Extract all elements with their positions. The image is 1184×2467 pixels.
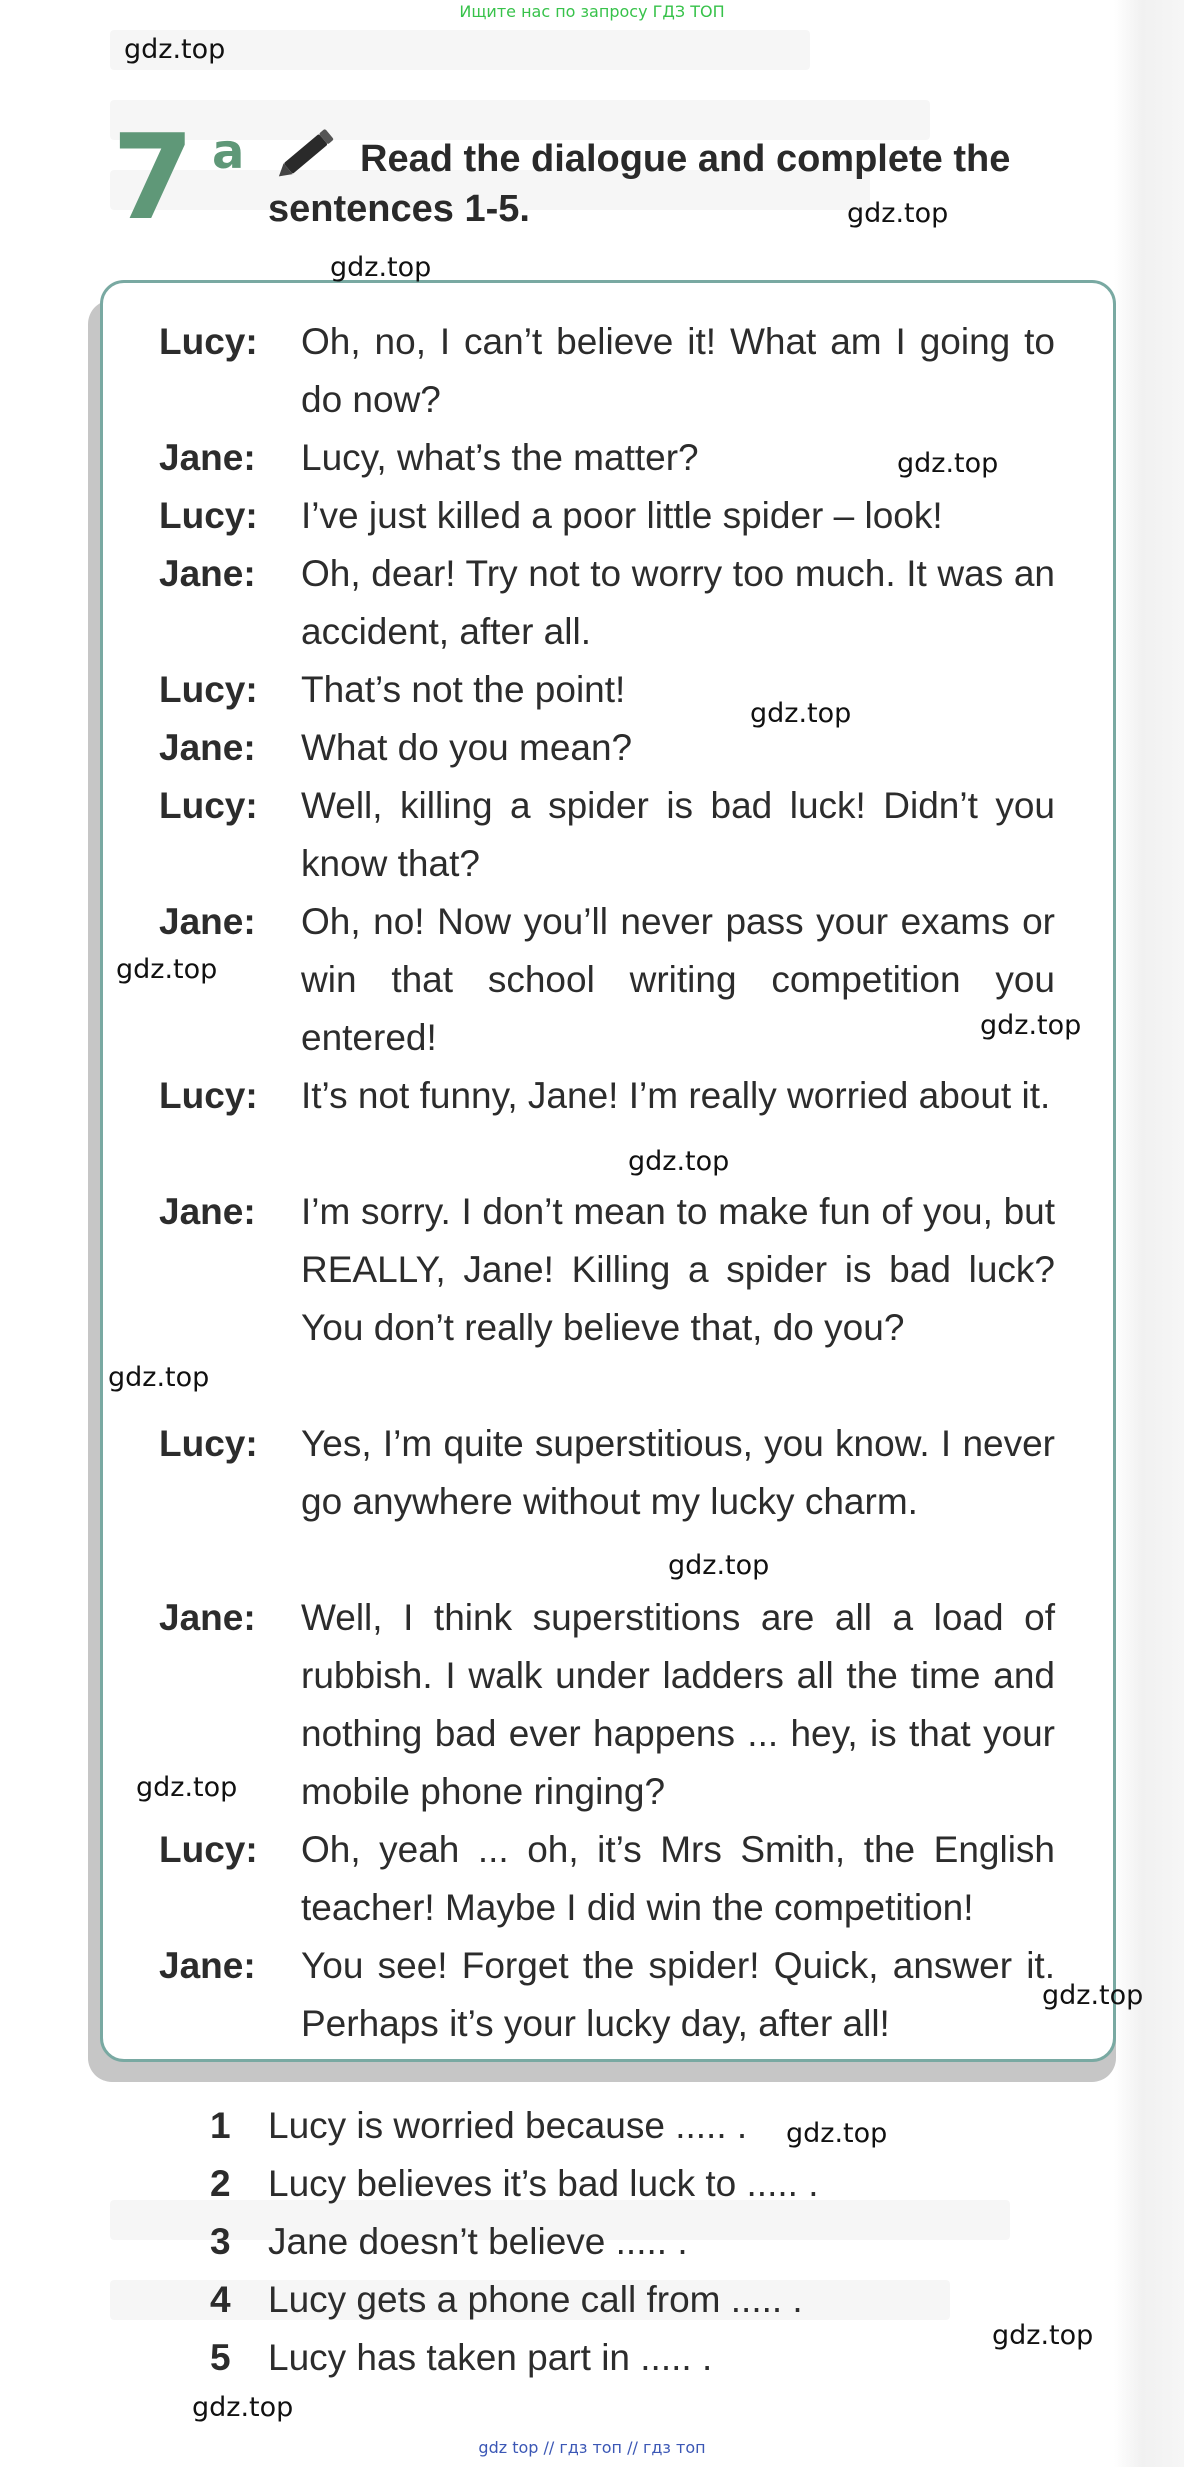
speaker-name: Lucy: xyxy=(159,321,258,362)
instruction-line-1: Read the dialogue and complete the xyxy=(360,138,1011,180)
watermark: gdz.top xyxy=(116,954,218,985)
list-item xyxy=(210,2272,803,2328)
speech-text: Lucy, what’s the matter? xyxy=(301,437,699,478)
watermark: gdz.top xyxy=(628,1146,730,1177)
question-number: 1 xyxy=(210,2105,231,2146)
speech-text: It’s not funny, Jane! I’m really worried about it. xyxy=(301,1075,1051,1116)
speech-text: You see! Forget the spider! Quick, answer it. Perhaps it’s your lucky day, after all! xyxy=(301,1945,1055,2044)
watermark: gdz.top xyxy=(1042,1980,1144,2011)
speaker-name: Jane: xyxy=(159,901,256,942)
speech-text: Well, killing a spider is bad luck! Didn’t you know that? xyxy=(301,785,1055,884)
question-number: 3 xyxy=(210,2221,231,2262)
speech-text: Oh, no! Now you’ll never pass your exams or win that school writing competition you entered! xyxy=(301,901,1055,1058)
speaker-name: Lucy: xyxy=(159,669,258,710)
watermark: gdz.top xyxy=(136,1772,238,1803)
speaker-name: Jane: xyxy=(159,1945,256,1986)
dialogue-box xyxy=(100,280,1116,2062)
watermark: gdz.top xyxy=(668,1550,770,1581)
speaker-name: Lucy: xyxy=(159,1829,258,1870)
speaker-name: Jane: xyxy=(159,553,256,594)
question-text: Lucy is worried because ..... . xyxy=(268,2105,748,2146)
speech-text: Yes, I’m quite superstitious, you know. I never go anywhere without my lucky charm. xyxy=(301,1423,1055,1522)
watermark: gdz.top xyxy=(786,2118,888,2149)
watermark: gdz.top xyxy=(992,2320,1094,2351)
question-text: Lucy gets a phone call from ..... . xyxy=(268,2279,803,2320)
speech-text: What do you mean? xyxy=(301,727,633,768)
speaker-name: Lucy: xyxy=(159,785,258,826)
speech-text: Oh, no, I can’t believe it! What am I going to do now? xyxy=(301,321,1055,420)
watermark: gdz.top xyxy=(192,2392,294,2423)
speech-text: Well, I think superstitions are all a load of rubbish. I walk under ladders all the time and nothing bad ever happens ... hey, is that your mobile phone ringing? xyxy=(301,1597,1055,1812)
top-banner: Ищите нас по запросу ГДЗ ТОП xyxy=(459,2,725,21)
watermark: gdz.top xyxy=(750,698,852,729)
list-item xyxy=(210,2214,688,2270)
instruction-line-2: sentences 1-5. xyxy=(268,188,530,230)
speaker-name: Jane: xyxy=(159,727,256,768)
speech-text: That’s not the point! xyxy=(301,669,626,710)
watermark: gdz.top xyxy=(108,1362,210,1393)
watermark: gdz.top xyxy=(897,448,999,479)
list-item xyxy=(210,2156,818,2212)
watermark: gdz.top xyxy=(124,34,226,65)
question-number: 4 xyxy=(210,2279,231,2320)
question-text: Lucy has taken part in ..... . xyxy=(268,2337,713,2378)
question-text: Jane doesn’t believe ..... . xyxy=(268,2221,688,2262)
speech-text: I’m sorry. I don’t mean to make fun of you, but REALLY, Jane! Killing a spider is bad luck? You don’t really believe that, do you? xyxy=(301,1191,1055,1348)
speaker-name: Lucy: xyxy=(159,1075,258,1116)
speaker-name: Jane: xyxy=(159,437,256,478)
speaker-name: Lucy: xyxy=(159,1423,258,1464)
question-number: 5 xyxy=(210,2337,231,2378)
watermark: gdz.top xyxy=(847,198,949,229)
bottom-banner: gdz top // гдз топ // гдз топ xyxy=(478,2438,706,2457)
speaker-name: Jane: xyxy=(159,1597,256,1638)
speech-text: Oh, yeah ... oh, it’s Mrs Smith, the English teacher! Maybe I did win the competition! xyxy=(301,1829,1055,1928)
question-text: Lucy believes it’s bad luck to ..... . xyxy=(268,2163,819,2204)
watermark: gdz.top xyxy=(330,252,432,283)
watermark: gdz.top xyxy=(980,1010,1082,1041)
question-number: 2 xyxy=(210,2163,231,2204)
speaker-name: Lucy: xyxy=(159,495,258,536)
exercise-number: 7 xyxy=(112,108,195,246)
page-edge-shadow xyxy=(1114,0,1184,2467)
list-item xyxy=(210,2330,712,2386)
exercise-letter: a xyxy=(212,124,245,180)
speech-text: Oh, dear! Try not to worry too much. It was an accident, after all. xyxy=(301,553,1055,652)
speech-text: I’ve just killed a poor little spider – look! xyxy=(301,495,943,536)
list-item xyxy=(210,2098,747,2154)
speaker-name: Jane: xyxy=(159,1191,256,1232)
